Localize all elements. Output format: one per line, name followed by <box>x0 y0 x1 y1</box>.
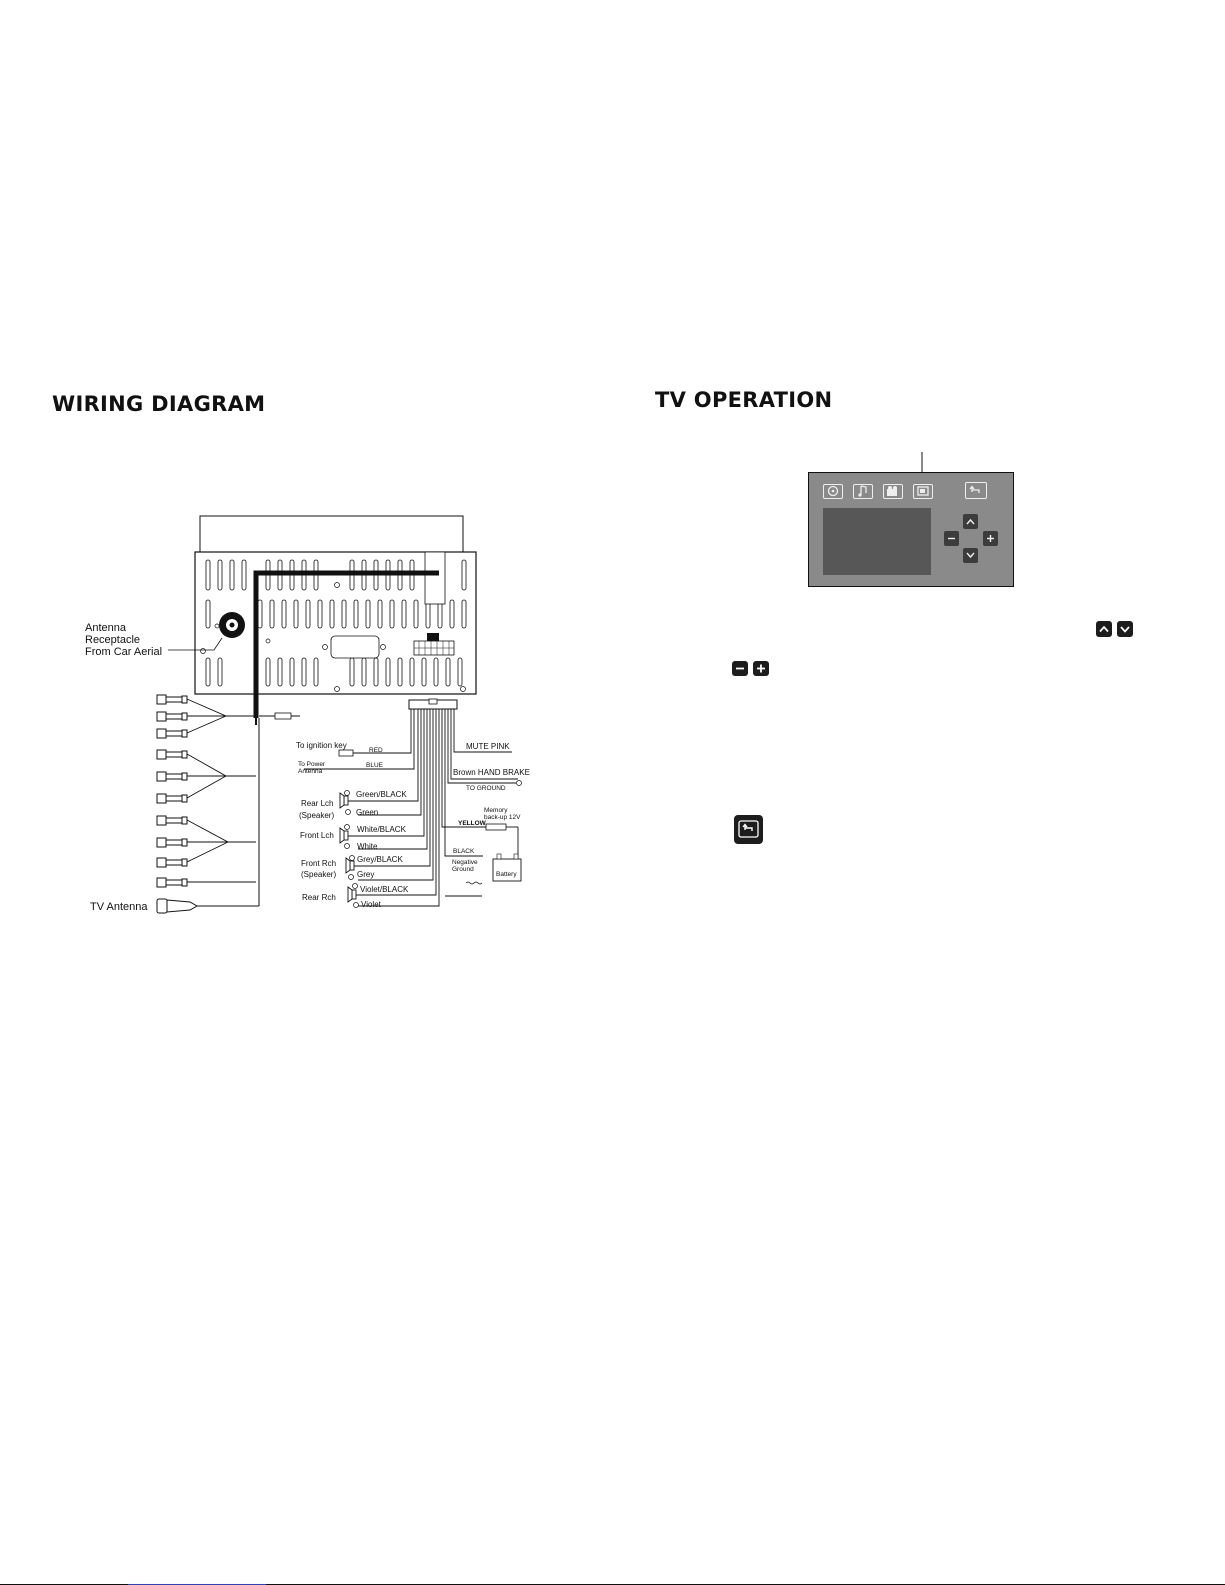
rear-lch-label: Rear Lch <box>301 799 334 808</box>
wiring-diagram-title: WIRING DIAGRAM <box>52 392 266 416</box>
green-black-label: Green/BLACK <box>356 790 407 799</box>
battery-label: Battery <box>496 871 517 878</box>
memory-fuse <box>486 824 506 830</box>
white-label: White <box>357 842 378 851</box>
unit-top-lip <box>200 516 463 552</box>
disc-icon[interactable] <box>823 484 843 499</box>
antenna-label-1: Antenna <box>85 622 126 634</box>
back-icon[interactable] <box>965 482 987 499</box>
plus-icon[interactable] <box>983 531 998 546</box>
green-label: Green <box>356 808 379 817</box>
yellow-label: YELLOW <box>458 820 486 827</box>
antenna-label-2: Receptacle <box>85 634 141 646</box>
ignition-label: To ignition key <box>296 741 347 750</box>
negative-label-1: Negative <box>452 859 478 866</box>
red-label: RED <box>369 747 383 754</box>
power-antenna-label-2: Antenna <box>298 768 323 775</box>
grey-black-label: Grey/BLACK <box>357 855 403 864</box>
minus-icon <box>732 661 748 676</box>
speaker-label-2: (Speaker) <box>301 870 337 879</box>
back-icon <box>734 815 763 844</box>
tv-screen <box>823 508 931 575</box>
ground-symbol <box>466 882 482 884</box>
blue-label: BLUE <box>366 762 383 769</box>
tv-operation-title: TV OPERATION <box>655 388 833 412</box>
grey-label: Grey <box>357 870 375 879</box>
down-arrow-icon[interactable] <box>963 548 978 563</box>
memory-label-1: Memory <box>484 807 508 814</box>
iso-connector-tab <box>427 633 439 641</box>
antenna-label-3: From Car Aerial <box>85 646 163 658</box>
violet-black-label: Violet/BLACK <box>360 885 409 894</box>
music-icon[interactable] <box>853 484 873 499</box>
to-ground-label: TO GROUND <box>466 785 506 792</box>
down-arrow-icon <box>1117 621 1133 637</box>
minus-icon[interactable] <box>944 531 959 546</box>
black-label: BLACK <box>453 848 475 855</box>
negative-label-2: Ground <box>452 866 474 873</box>
memory-label-2: back-up 12V <box>484 814 521 821</box>
tv-icon[interactable] <box>913 484 933 499</box>
rear-rch-label: Rear Rch <box>302 893 336 902</box>
ignition-fuse <box>339 750 353 756</box>
panel-plate <box>331 636 379 658</box>
bracket-tab <box>425 552 445 604</box>
tv-antenna-label: TV Antenna <box>90 901 148 913</box>
power-antenna-label-1: To Power <box>298 761 326 768</box>
tv-antenna-plug <box>157 899 167 913</box>
tv-control-panel <box>808 472 1014 587</box>
front-rch-label: Front Rch <box>301 859 337 868</box>
up-arrow-icon <box>1096 621 1112 637</box>
rca-plugs <box>157 695 187 887</box>
inline-fuse <box>275 713 291 719</box>
white-black-label: White/BLACK <box>357 825 406 834</box>
plus-icon <box>753 661 769 676</box>
violet-label: Violet <box>361 900 381 909</box>
speaker-label-1: (Speaker) <box>299 811 335 820</box>
rca-wires <box>187 699 300 882</box>
front-lch-label: Front Lch <box>300 831 334 840</box>
up-arrow-icon[interactable] <box>963 514 978 529</box>
mute-label: MUTE PINK <box>466 742 510 751</box>
hand-brake-label: Brown HAND BRAKE <box>453 768 530 777</box>
film-icon[interactable] <box>883 484 903 499</box>
